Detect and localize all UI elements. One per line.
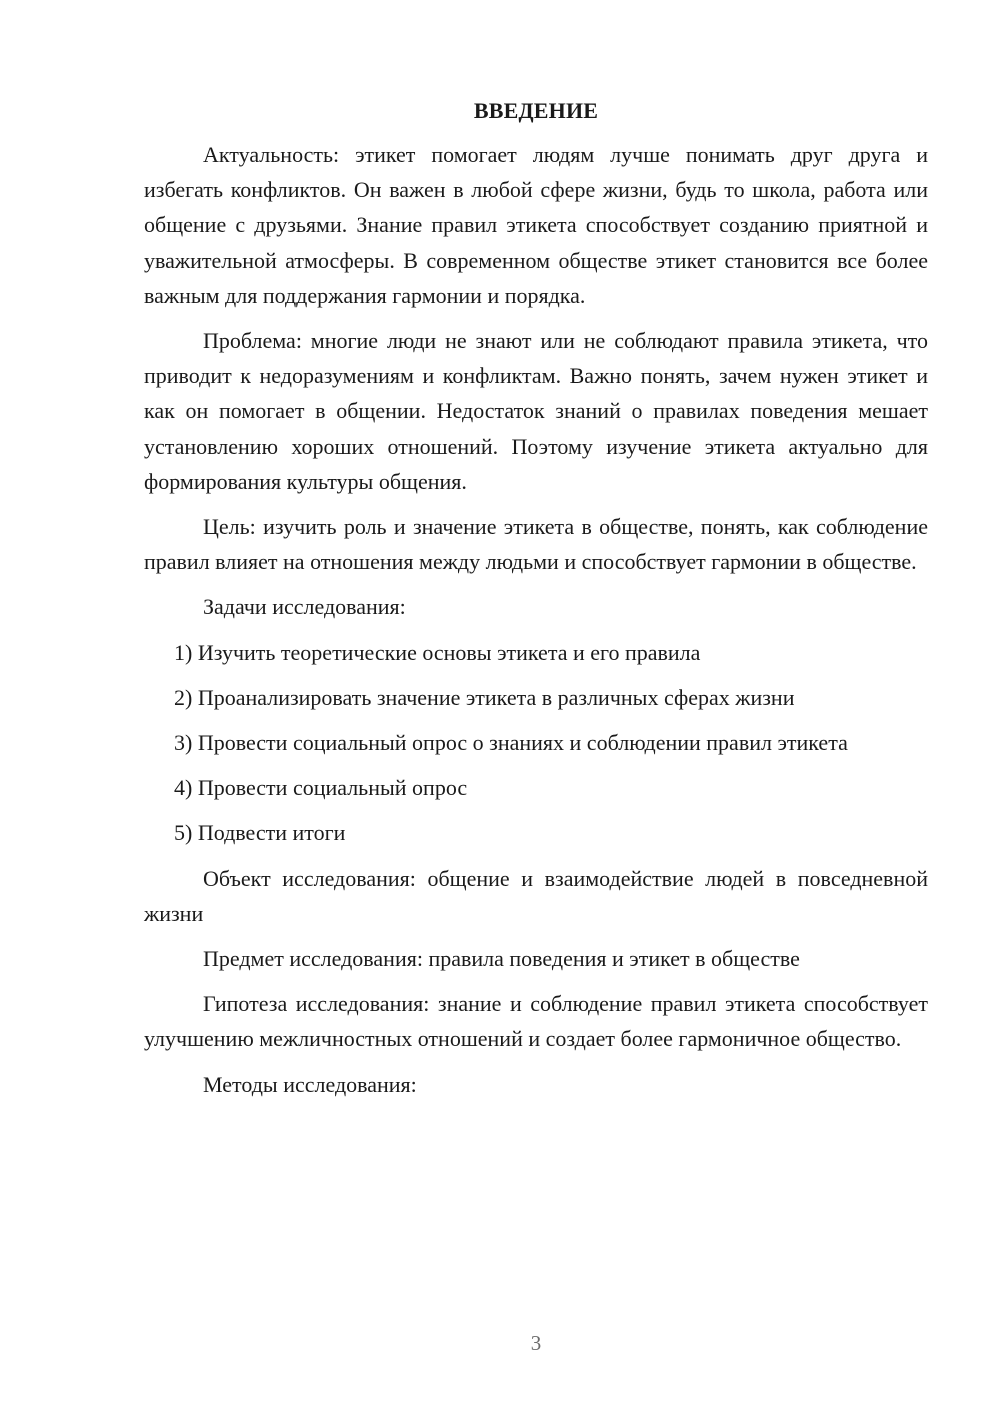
section-title: ВВЕДЕНИЕ xyxy=(473,98,599,123)
paragraph-object: Объект исследования: общение и взаимодействие людей в повседневной жизни xyxy=(144,865,928,926)
paragraph-subject: Предмет исследования: правила поведения и этикет в обществе xyxy=(203,946,800,972)
task-item-3: 3) Провести социальный опрос о знаниях и соблюдении правил этикета xyxy=(174,730,848,756)
methods-heading: Методы исследования: xyxy=(203,1071,417,1097)
task-item-5: 5) Подвести итоги xyxy=(174,820,346,846)
task-item-4: 4) Провести социальный опрос xyxy=(174,775,468,801)
tasks-heading: Задачи исследования: xyxy=(203,594,406,620)
task-item-2: 2) Проанализировать значение этикета в различных сферах жизни xyxy=(174,684,795,710)
paragraph-goal: Цель: изучить роль и значение этикета в обществе, понять, как соблюдение правил влияет на отношения между людьми и способствует гармонии в обществе. xyxy=(144,514,928,575)
document-page xyxy=(144,96,928,1112)
paragraph-hypothesis: Гипотеза исследования: знание и соблюдение правил этикета способствует улучшению межличностных отношений и создает более гармоничное общество. xyxy=(144,991,928,1052)
task-item-1: 1) Изучить теоретические основы этикета и его правила xyxy=(174,639,701,665)
page-number: 3 xyxy=(530,1331,542,1355)
paragraph-relevance: Актуальность: этикет помогает людям лучше понимать друг друга и избегать конфликтов. Он важен в любой сфере жизни, будь то школа, работа или общение с друзьями. Знание правил этикета способствует созданию приятной и уважительной атмосферы. В современном обществе этикет становится все более важным для поддержания гармонии и порядка. xyxy=(144,142,928,308)
paragraph-problem: Проблема: многие люди не знают или не соблюдают правила этикета, что приводит к недоразумениям и конфликтам. Важно понять, зачем нужен этикет и как он помогает в общении. Недостаток знаний о правилах поведения мешает установлению хороших отношений. Поэтому изучение этикета актуально для формирования культуры общения. xyxy=(144,328,928,494)
